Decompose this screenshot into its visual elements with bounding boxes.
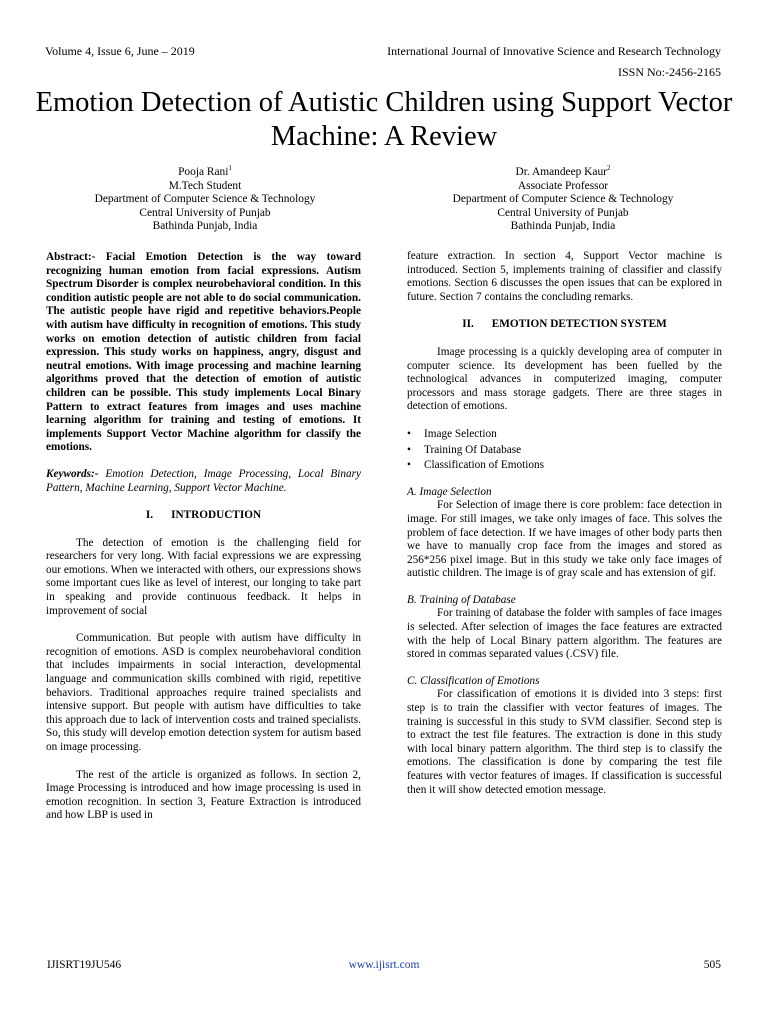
- intro-paragraph-1: The detection of emotion is the challenging field for researchers for very long. With facial expressions we are expressing our emotions. When we interacted with others, our expressions shows some important cues like as level of interest, our longing to take part in speaking and provide continuous feedback. It helps in improvement of social: [46, 536, 361, 617]
- subsection-text-image-selection: For Selection of image there is core problem: face detection in image. For still images, we take only images of face. This solves the problem of face detection. If we have images of other body parts then we have to manually crop face from the images and stored as 256*256 pixel image. But in this study we take only face images of autistic children. The image is of gray scale and has extension of gif.: [407, 499, 722, 580]
- section-number: II.: [462, 318, 474, 331]
- author-affil-mark: 1: [228, 164, 232, 173]
- author-name: Pooja Rani: [178, 166, 229, 178]
- section-title: INTRODUCTION: [171, 509, 262, 522]
- author-role: M.Tech Student: [168, 179, 242, 192]
- author-department: Department of Computer Science & Technology: [94, 193, 316, 206]
- left-column: [46, 251, 361, 823]
- author-university: Central University of Punjab: [497, 206, 629, 219]
- author-location: Bathinda Punjab, India: [510, 220, 616, 233]
- footer-paper-code: IJISRT19JU546: [47, 959, 122, 971]
- abstract-text: Facial Emotion Detection is the way toward recognizing human emotion from facial expressions. Autism Spectrum Disorder is complex neurobehavioral condition. In this condition autistic people are not able to do social communication. The autistic people have rigid and repetitive behaviors.People with autism have difficulty in recognition of emotions. This study works on emotion detection of autistic children from facial expression. This study works on happiness, angry, disgust and neutral emotions. With image processing and machine learning algorithms proved that the detection of emotion of autistic children can be possible. This study implements Local Binary Pattern to extract features from images and uses machine learning algorithm for training and testing of emotions. It implements Support Vector Machine algorithm for classify the emotions.: [46, 251, 361, 454]
- author-role: Associate Professor: [517, 179, 609, 192]
- author-department: Department of Computer Science & Technology: [452, 193, 674, 206]
- author-block-2: [398, 166, 728, 234]
- section-heading-emotion-detection: [407, 318, 722, 332]
- subsection-heading-classification: C. Classification of Emotions: [407, 674, 540, 687]
- author-name: Dr. Amandeep Kaur: [515, 166, 607, 178]
- keywords: [46, 468, 361, 495]
- section2-paragraph: Image processing is a quickly developing area of computer in computer science. Its development has been fuelled by the technological advances in computerized imaging, computer processors and mass storage gadgets. There are three stages in detection of emotions.: [407, 345, 722, 413]
- footer-page-number: 505: [703, 959, 721, 971]
- intro-paragraph-3: The rest of the article is organized as follows. In section 2, Image Processing is introduced and how image processing is used in emotion recognition. In section 3, Feature Extraction is introduced and how LBP is used in: [46, 768, 361, 822]
- section-heading-introduction: [46, 509, 361, 523]
- section-title: EMOTION DETECTION SYSTEM: [491, 318, 667, 331]
- header-volume: Volume 4, Issue 6, June – 2019: [45, 44, 195, 58]
- author-affil-mark: 2: [606, 164, 611, 173]
- subsection-heading-image-selection: A. Image Selection: [407, 485, 492, 498]
- abstract-label: Abstract:-: [46, 251, 96, 263]
- subsection-heading-training: B. Training of Database: [407, 593, 516, 606]
- paper-title: Emotion Detection of Autistic Children using Support Vector Machine: A Review: [35, 87, 733, 152]
- author-block-1: [40, 166, 370, 234]
- header-journal: International Journal of Innovative Science and Research Technology: [387, 44, 721, 58]
- author-location: Bathinda Punjab, India: [152, 220, 258, 233]
- stages-list: [407, 428, 722, 473]
- subsection-text-training: For training of database the folder with samples of face images is selected. After selection of images the face features are extracted with the help of Local Binary pattern algorithm. The features are stored in commas separated values (.CSV) file.: [407, 607, 722, 661]
- author-university: Central University of Punjab: [139, 206, 271, 219]
- intro-continuation: feature extraction. In section 4, Support Vector machine is introduced. Section 5, implements training of classifier and classify emotions. Section 6 discusses the open issues that can be explored in future. Section 7 contains the concluding remarks.: [407, 250, 722, 303]
- list-item: • Training Of Database: [407, 444, 722, 458]
- list-item: • Classification of Emotions: [407, 459, 722, 473]
- section-number: I.: [145, 509, 154, 522]
- keywords-text: Emotion Detection, Image Processing, Local Binary Pattern, Machine Learning, Support Vector Machine.: [46, 467, 362, 494]
- abstract: [46, 251, 361, 455]
- intro-paragraph-2: Communication. But people with autism have difficulty in recognition of emotions. ASD is complex neurobehavioral condition that includes impairments in social interaction, developmental language and communication skills combined with rigid, repetitive behaviors. Traditional approaches require trained specialists and intensive support. But people with autism have difficulties to take this approach due to lack of intervention costs and trained specialists. So, this study will develop emotion detection system for autism based on image processing.: [46, 632, 361, 753]
- subsection-text-classification: For classification of emotions it is divided into 3 steps: first step is to train the classifier with vector features of images. The training is successful in this study to SVM classifier. Second step is to extract the test file features. The extraction is done in this study with local binary pattern algorithm. The third step is to classify the emotions. The classification is done by comparing the test file features with vector features of images. If classification is successful then it will show detected emotion message.: [407, 688, 722, 796]
- footer-website-link[interactable]: www.ijisrt.com: [348, 959, 420, 971]
- header-issn: ISSN No:-2456-2165: [617, 65, 721, 79]
- list-item: • Image Selection: [407, 428, 722, 442]
- keywords-label: Keywords:-: [46, 467, 99, 480]
- right-column: [407, 250, 722, 797]
